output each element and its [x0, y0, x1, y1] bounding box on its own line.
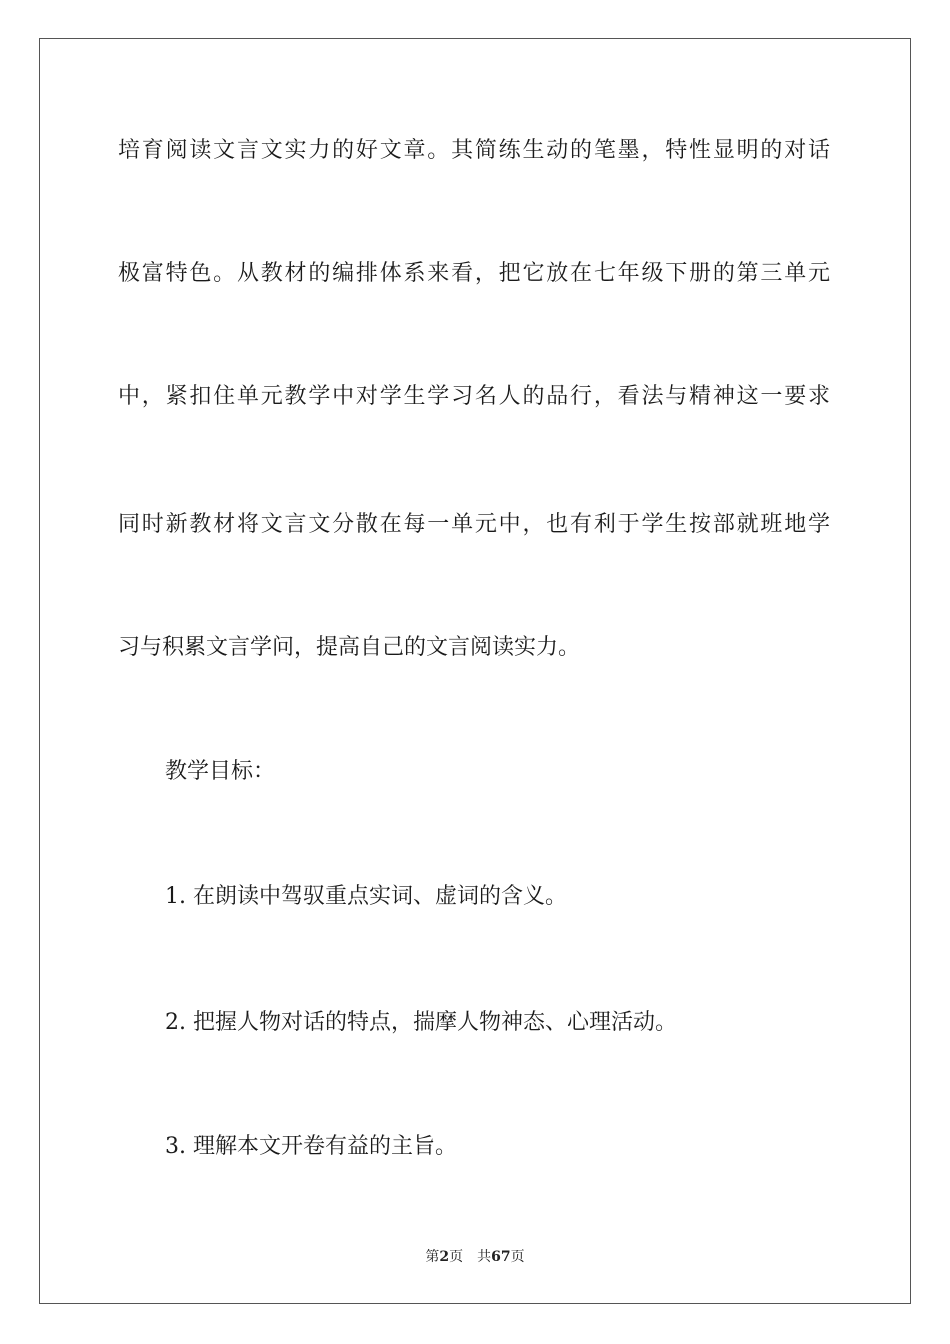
objectives-heading: 教学目标： [165, 759, 276, 784]
footer-total-suffix: 页 [510, 1249, 525, 1265]
paragraph-line-1: 培育阅读文言文实力的好文章。其简练生动的笔墨，特性显明的对话 [118, 138, 830, 163]
paragraph-line-5: 习与积累文言学问，提高自己的文言阅读实力。 [118, 635, 581, 660]
objective-item-1: 1. 在朗读中驾驭重点实词、虚词的含义。 [165, 884, 567, 909]
paragraph-line-3: 中，紧扣住单元教学中对学生学习名人的品行，看法与精神这一要求 [118, 384, 830, 409]
paragraph-line-4: 同时新教材将文言文分散在每一单元中，也有利于学生按部就班地学 [118, 512, 830, 537]
page-footer [0, 1248, 950, 1266]
footer-page-prefix: 第 [425, 1249, 440, 1265]
footer-total-pages: 67 [491, 1249, 511, 1265]
footer-page-suffix: 页 [449, 1249, 464, 1265]
paragraph-line-2: 极富特色。从教材的编排体系来看，把它放在七年级下册的第三单元 [118, 261, 830, 286]
page-border [39, 38, 911, 1304]
footer-page-number: 2 [439, 1249, 450, 1265]
footer-total-prefix: 共 [477, 1249, 492, 1265]
objective-item-3: 3. 理解本文开卷有益的主旨。 [165, 1134, 457, 1159]
objective-item-2: 2. 把握人物对话的特点，揣摩人物神态、心理活动。 [165, 1010, 677, 1035]
